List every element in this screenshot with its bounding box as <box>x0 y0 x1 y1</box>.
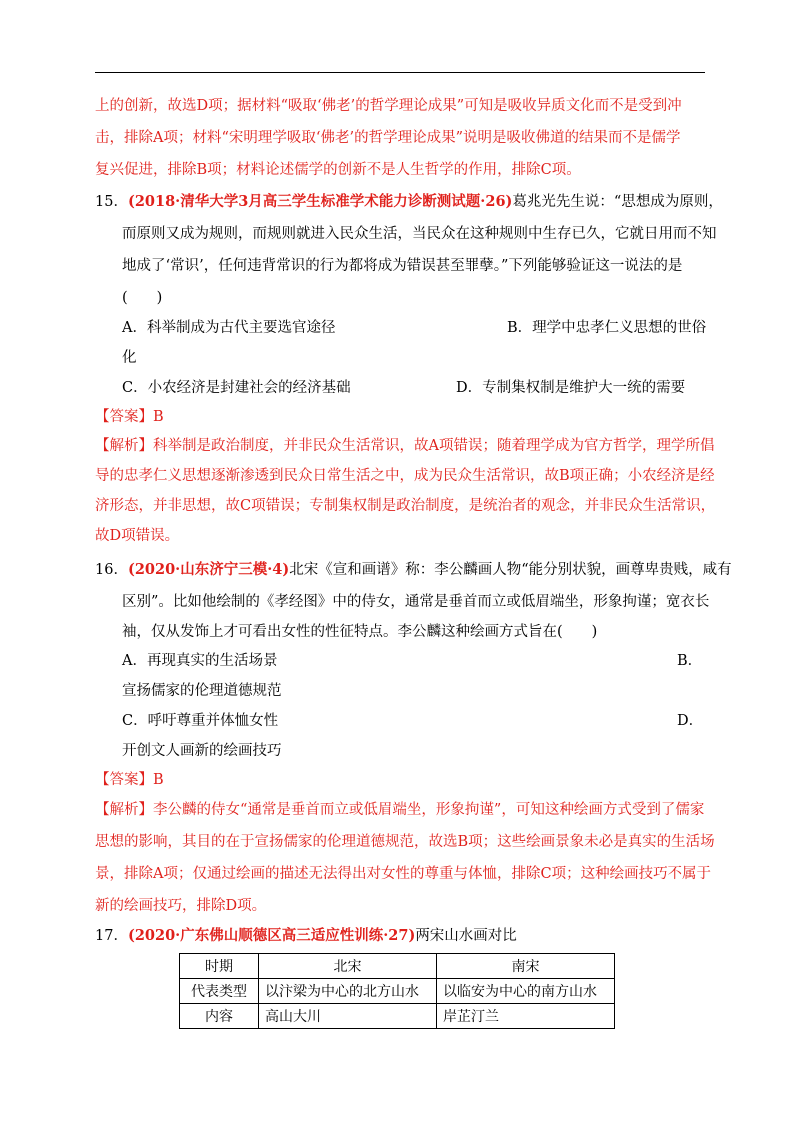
question-number: 15． <box>95 194 128 210</box>
question-text: 区别”。比如他绘制的《孝经图》中的侍女，通常是垂首而立或低眉端坐，形象拘谨；宽衣长 <box>122 594 710 610</box>
analysis-line: 思想的影响，其目的在于宣扬儒家的伦理道德规范，故选B项；这些绘画景象未必是真实的生活场 <box>95 834 715 850</box>
table-cell: 高山大川 <box>259 1004 437 1029</box>
option-a: A．再现真实的生活场景 <box>122 653 278 669</box>
option-d: D． <box>677 713 704 729</box>
question-source: (2020·广东佛山顺德区高三适应性训练·27) <box>127 927 416 944</box>
answer-line <box>95 407 164 427</box>
question-source: (2020·山东济宁三模·4) <box>127 561 290 578</box>
analysis-text: 李公麟的侍女“通常是垂首而立或低眉端坐，形象拘谨”，可知这种绘画方式受到了儒家 <box>153 802 705 818</box>
question-text: 葛兆光先生说：“思想成为原则， <box>512 194 723 210</box>
analysis-line: 景，排除A项；仅通过绘画的描述无法得出对女性的尊重与体恤，排除C项；这种绘画技巧不属于 <box>95 866 712 882</box>
analysis-tag: 【解析】 <box>95 438 153 454</box>
comparison-table <box>179 953 615 1029</box>
analysis-line <box>95 800 704 820</box>
question-17-stem <box>95 926 517 946</box>
question-text: 地成了‘常识’，任何违背常识的行为都将成为错误甚至罪孽。”下列能够验证这一说法的是 <box>122 258 683 274</box>
answer-value: B <box>153 772 164 788</box>
analysis-line: 新的绘画技巧，排除D项。 <box>95 898 267 914</box>
table-cell: 岸芷汀兰 <box>437 1004 615 1029</box>
table-header-cell: 北宋 <box>259 954 437 979</box>
prev-analysis-line: 上的创新，故选D项；据材料“吸取‘佛老’的哲学理论成果”可知是吸收异质文化而不是受到冲 <box>95 98 682 114</box>
option-b: B． <box>677 653 703 669</box>
question-text: 袖，仅从发饰上才可看出女性的性征特点。李公麟这种绘画方式旨在( ) <box>122 624 598 640</box>
analysis-text: 科举制是政治制度，并非民众生活常识，故A项错误；随着理学成为官方哲学，理学所倡 <box>153 438 715 454</box>
table-header-row <box>180 954 615 979</box>
option-b-continued: 化 <box>122 350 137 366</box>
question-text: 两宋山水画对比 <box>415 928 517 944</box>
analysis-line <box>95 436 714 456</box>
answer-tag: 【答案】 <box>95 409 153 425</box>
analysis-line: 导的忠孝仁义思想逐渐渗透到民众日常生活之中，成为民众生活常识，故B项正确；小农经济是经 <box>95 468 715 484</box>
analysis-line: 济形态，并非思想，故C项错误；专制集权制是政治制度，是统治者的观念，并非民众生活常识， <box>95 498 716 514</box>
question-16-stem <box>95 560 732 580</box>
table-cell: 以临安为中心的南方山水 <box>437 979 615 1004</box>
answer-line <box>95 770 164 790</box>
question-source: (2018·清华大学3月高三学生标准学术能力诊断测试题·26) <box>127 193 513 210</box>
table-cell: 内容 <box>180 1004 259 1029</box>
prev-analysis-line: 复兴促进，排除B项；材料论述儒学的创新不是人生哲学的作用，排除C项。 <box>95 162 581 178</box>
option-a: A．科举制成为古代主要选官途径 <box>122 320 336 336</box>
analysis-line: 故D项错误。 <box>95 528 180 544</box>
question-text: 而原则又成为规则，而规则就进入民众生活，当民众在这种规则中生存已久，它就日用而不知 <box>122 226 717 242</box>
table-header-cell: 时期 <box>180 954 259 979</box>
answer-tag: 【答案】 <box>95 772 153 788</box>
option-c: C．小农经济是封建社会的经济基础 <box>122 380 351 396</box>
answer-bracket: ( ) <box>122 290 163 306</box>
table-row <box>180 979 615 1004</box>
question-text: 北宋《宣和画谱》称：李公麟画人物“能分别状貌，画尊卑贵贱，咸有 <box>289 562 732 578</box>
option-d: D．专制集权制是维护大一统的需要 <box>456 380 686 396</box>
option-b: B．理学中忠孝仁义思想的世俗 <box>507 320 707 336</box>
question-number: 17． <box>95 928 128 944</box>
prev-analysis-line: 击，排除A项；材料“宋明理学吸取‘佛老’的哲学理论成果”说明是吸收佛道的结果而不是儒学 <box>95 130 681 146</box>
option-d-continued: 开创文人画新的绘画技巧 <box>122 743 282 759</box>
table-cell: 以汴梁为中心的北方山水 <box>259 979 437 1004</box>
option-b-continued: 宣扬儒家的伦理道德规范 <box>122 683 282 699</box>
table-header-cell: 南宋 <box>437 954 615 979</box>
answer-value: B <box>153 409 164 425</box>
header-rule <box>95 72 705 73</box>
question-number: 16． <box>95 562 128 578</box>
option-c: C．呼吁尊重并体恤女性 <box>122 713 279 729</box>
analysis-tag: 【解析】 <box>95 802 153 818</box>
table-row <box>180 1004 615 1029</box>
question-15-stem <box>95 192 723 212</box>
table-cell: 代表类型 <box>180 979 259 1004</box>
